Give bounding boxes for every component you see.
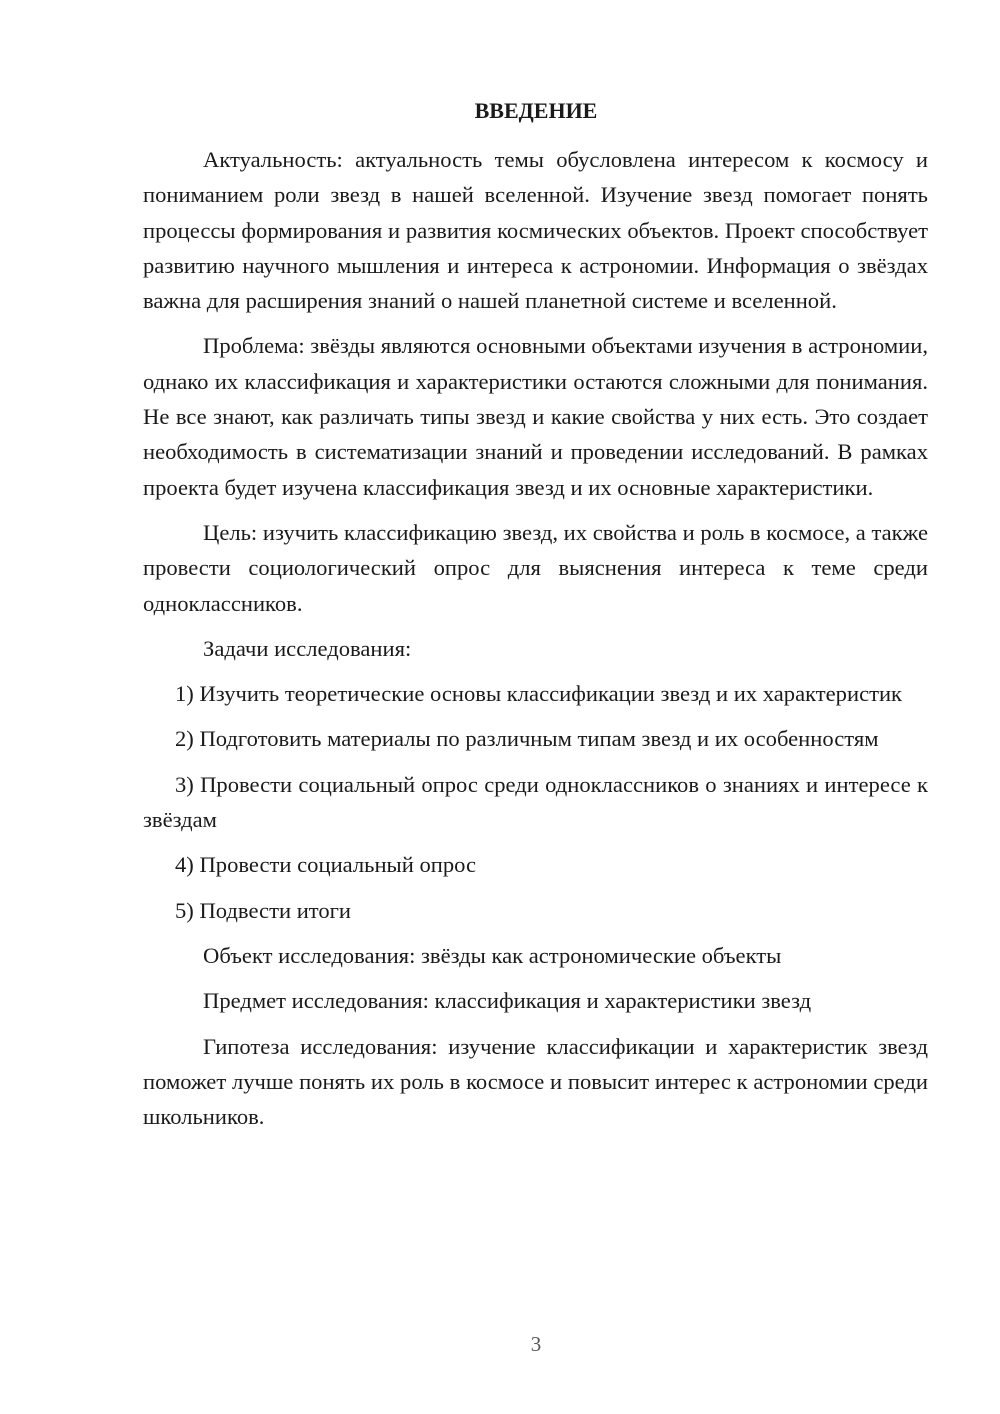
goal-paragraph: Цель: изучить классификацию звезд, их свойства и роль в космосе, а также провести социологический опрос для выяснения интереса к теме среди одноклассников. — [143, 519, 928, 616]
object-paragraph: Объект исследования: звёзды как астрономические объекты — [203, 942, 782, 968]
relevance-paragraph: Актуальность: актуальность темы обусловлена интересом к космосу и пониманием роли звезд в нашей вселенной. Изучение звезд помогает понять процессы формирования и развития космических объектов. Проект способствует развитию научного мышления и интереса к астрономии. Информация о звёздах важна для расширения знаний о нашей планетной системе и вселенной. — [143, 147, 928, 314]
task-item: 3) Провести социальный опрос среди одноклассников о знаниях и интересе к звёздам — [143, 771, 928, 833]
task-item: 2) Подготовить материалы по различным типам звезд и их особенностям — [175, 726, 879, 752]
problem-paragraph: Проблема: звёзды являются основными объектами изучения в астрономии, однако их классификация и характеристики остаются сложными для понимания. Не все знают, как различать типы звезд и какие свойства у них есть. Это создает необходимость в систематизации знаний и проведении исследований. В рамках проекта будет изучена классификация звезд и их основные характеристики. — [143, 333, 928, 500]
document-body — [143, 142, 928, 1144]
subject-paragraph: Предмет исследования: классификация и характеристики звезд — [203, 988, 812, 1014]
page-title: ВВЕДЕНИЕ — [474, 98, 598, 123]
task-item: 1) Изучить теоретические основы классификации звезд и их характеристик — [175, 681, 903, 707]
hypothesis-paragraph: Гипотеза исследования: изучение классификации и характеристик звезд поможет лучше понять их роль в космосе и повысит интерес к астрономии среди школьников. — [143, 1033, 928, 1130]
page-number: 3 — [530, 1332, 542, 1356]
task-item: 4) Провести социальный опрос — [175, 852, 477, 878]
task-item: 5) Подвести итоги — [175, 897, 352, 923]
tasks-heading: Задачи исследования: — [203, 635, 412, 661]
